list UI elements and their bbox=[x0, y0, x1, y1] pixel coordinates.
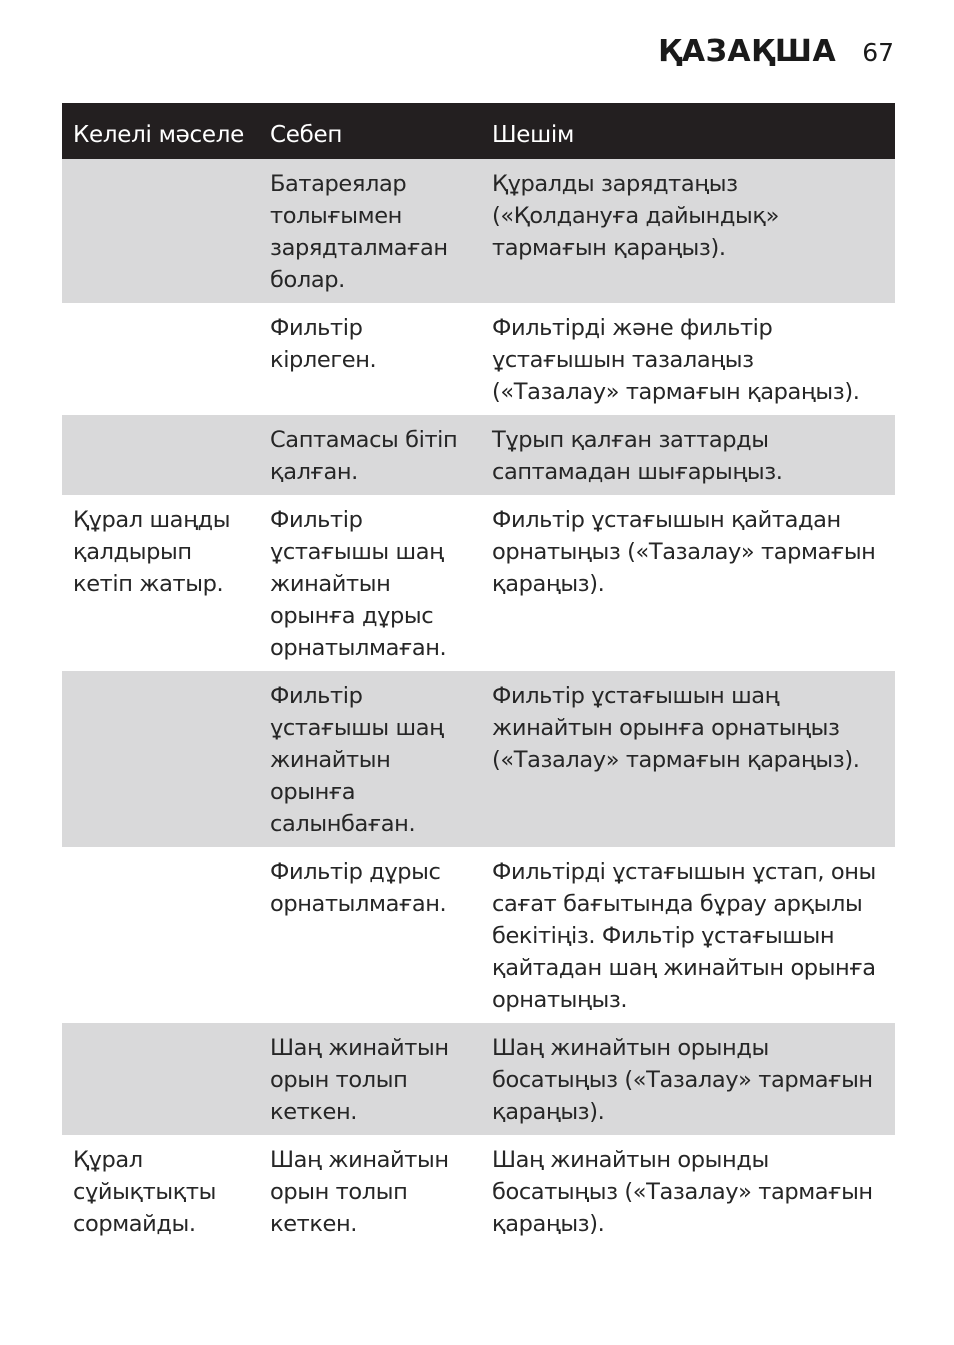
problem-cell bbox=[62, 159, 259, 303]
table-row bbox=[62, 1023, 895, 1135]
solution-cell: Фильтірді және фильтір ұстағышын тазалаңыз («Тазалау» тармағын қараңыз). bbox=[492, 315, 860, 405]
cause-cell: Батареялар толығымен зарядталмаған болар. bbox=[270, 171, 448, 293]
solution-cell: Фильтір ұстағышын шаң жинайтын орынға орнатыңыз («Тазалау» тармағын қараңыз). bbox=[492, 683, 860, 773]
cause-cell: Шаң жинайтын орын толып кеткен. bbox=[270, 1035, 449, 1125]
solution-cell: Құралды зарядтаңыз («Қолдануға дайындық» тармағын қараңыз). bbox=[492, 171, 779, 261]
page-header bbox=[658, 34, 894, 69]
problem-cell bbox=[62, 847, 259, 1023]
cause-cell: Фильтір дұрыс орнатылмаған. bbox=[270, 859, 447, 917]
solution-cell: Тұрып қалған заттарды саптамадан шығарыңыз. bbox=[492, 427, 783, 485]
cause-cell: Фильтір кірлеген. bbox=[270, 315, 377, 373]
column-header-problem: Келелі мәселе bbox=[73, 122, 244, 148]
language-title: ҚАЗАҚША bbox=[658, 34, 837, 69]
cause-cell: Фильтір ұстағышы шаң жинайтын орынға дұрыс орнатылмаған. bbox=[270, 507, 447, 661]
table-row bbox=[62, 671, 895, 847]
troubleshooting-table bbox=[62, 103, 895, 1247]
problem-cell bbox=[62, 303, 259, 415]
page-number: 67 bbox=[862, 38, 894, 67]
solution-cell: Шаң жинайтын орынды босатыңыз («Тазалау» тармағын қараңыз). bbox=[492, 1035, 873, 1125]
column-header-solution: Шешім bbox=[492, 122, 575, 148]
table-row bbox=[62, 303, 895, 415]
problem-cell: Құрал сұйықтықты сормайды. bbox=[73, 1147, 216, 1237]
column-header-cause: Себеп bbox=[270, 122, 343, 148]
problem-cell bbox=[62, 415, 259, 495]
table-header-row bbox=[62, 103, 895, 159]
cause-cell: Саптамасы бітіп қалған. bbox=[270, 427, 458, 485]
table-row bbox=[62, 495, 895, 671]
problem-cell: Құрал шаңды қалдырып кетіп жатыр. bbox=[73, 507, 231, 597]
table-row bbox=[62, 847, 895, 1023]
cause-cell: Фильтір ұстағышы шаң жинайтын орынға салынбаған. bbox=[270, 683, 444, 837]
problem-cell bbox=[62, 1023, 259, 1135]
solution-cell: Шаң жинайтын орынды босатыңыз («Тазалау» тармағын қараңыз). bbox=[492, 1147, 873, 1237]
solution-cell: Фильтір ұстағышын қайтадан орнатыңыз («Тазалау» тармағын қараңыз). bbox=[492, 507, 876, 597]
table-row bbox=[62, 415, 895, 495]
problem-cell bbox=[62, 671, 259, 847]
table-row bbox=[62, 1135, 895, 1247]
solution-cell: Фильтірді ұстағышын ұстап, оны сағат бағытында бұрау арқылы бекітіңіз. Фильтір ұстағышын қайтадан шаң жинайтын орынға орнатыңыз. bbox=[492, 859, 876, 1013]
table-row bbox=[62, 159, 895, 303]
cause-cell: Шаң жинайтын орын толып кеткен. bbox=[270, 1147, 449, 1237]
